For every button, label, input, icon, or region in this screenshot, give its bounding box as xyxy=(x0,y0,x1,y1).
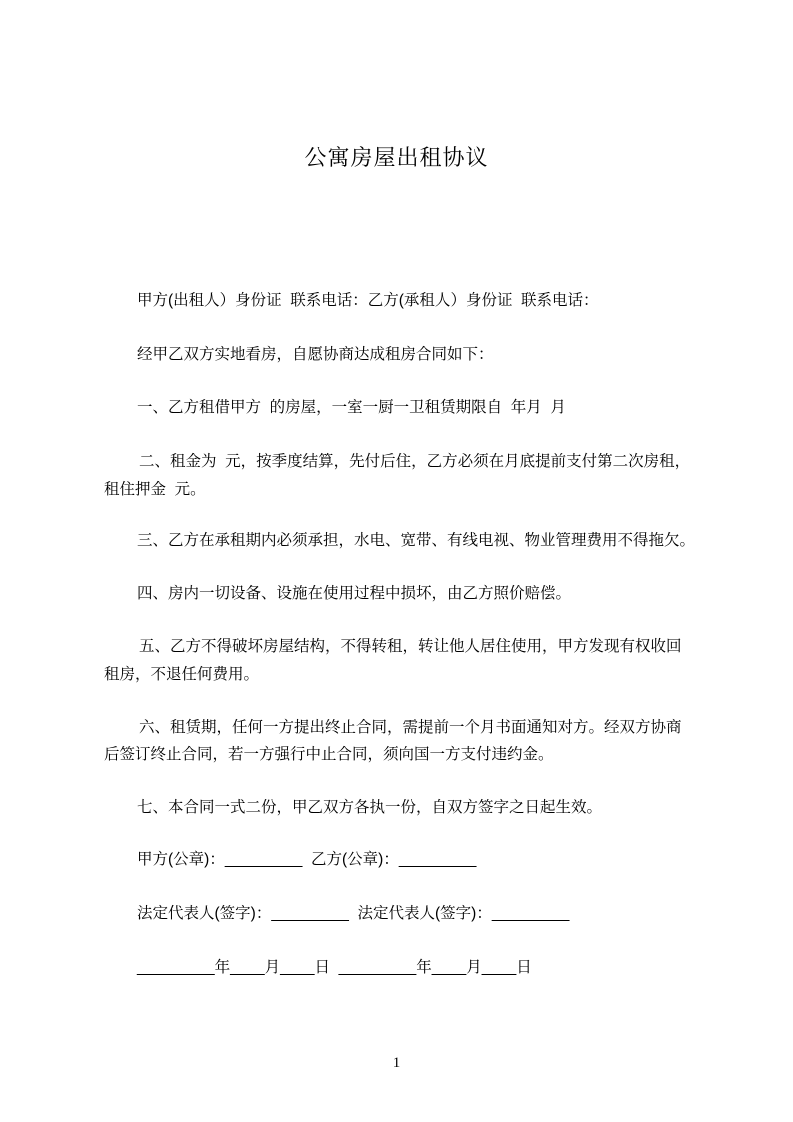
clause-6-line-2: 后签订终止合同，若一方强行中止合同，须向国一方支付违约金。 xyxy=(104,746,554,763)
clause-5-line-1: 五、乙方不得破坏房屋结构，不得转租，转让他人居住使用，甲方发现有权收回 xyxy=(139,638,682,655)
clause-6-line-1: 六、租赁期，任何一方提出终止合同，需提前一个月书面通知对方。经双方协商 xyxy=(139,719,682,736)
clause-7: 七、本合同一式二份，甲乙双方各执一份，自双方签字之日起生效。 xyxy=(137,799,603,816)
document-title: 公寓房屋出租协议 xyxy=(304,145,489,170)
representative-signature-line: 法定代表人(签字)：_________ 法定代表人(签字)：_________ xyxy=(137,905,570,922)
clause-5-line-2: 租房，不退任何费用。 xyxy=(104,666,260,683)
seal-signature-line: 甲方(公章)：_________ 乙方(公章)：_________ xyxy=(137,851,477,868)
intro-paragraph: 经甲乙双方实地看房，自愿协商达成租房合同如下： xyxy=(137,346,494,363)
parties-info: 甲方(出租人）身份证 联系电话：乙方(承租人）身份证 联系电话： xyxy=(137,292,599,309)
clause-3: 三、乙方在承租期内必须承担，水电、宽带、有线电视、物业管理费用不得拖欠。 xyxy=(137,532,696,549)
page-number: 1 xyxy=(392,1055,401,1071)
clause-2-line-1: 二、租金为 元，按季度结算，先付后住，乙方必须在月底提前支付第二次房租， xyxy=(139,453,691,470)
clause-1: 一、乙方租借甲方 的房屋，一室一厨一卫租赁期限自 年月 月 xyxy=(137,399,566,416)
date-line: _________年____月____日 _________年____月____日 xyxy=(137,959,532,976)
clause-2-line-2: 租住押金 元。 xyxy=(104,481,206,498)
clause-4: 四、房内一切设备、设施在使用过程中损坏，由乙方照价赔偿。 xyxy=(137,585,572,602)
